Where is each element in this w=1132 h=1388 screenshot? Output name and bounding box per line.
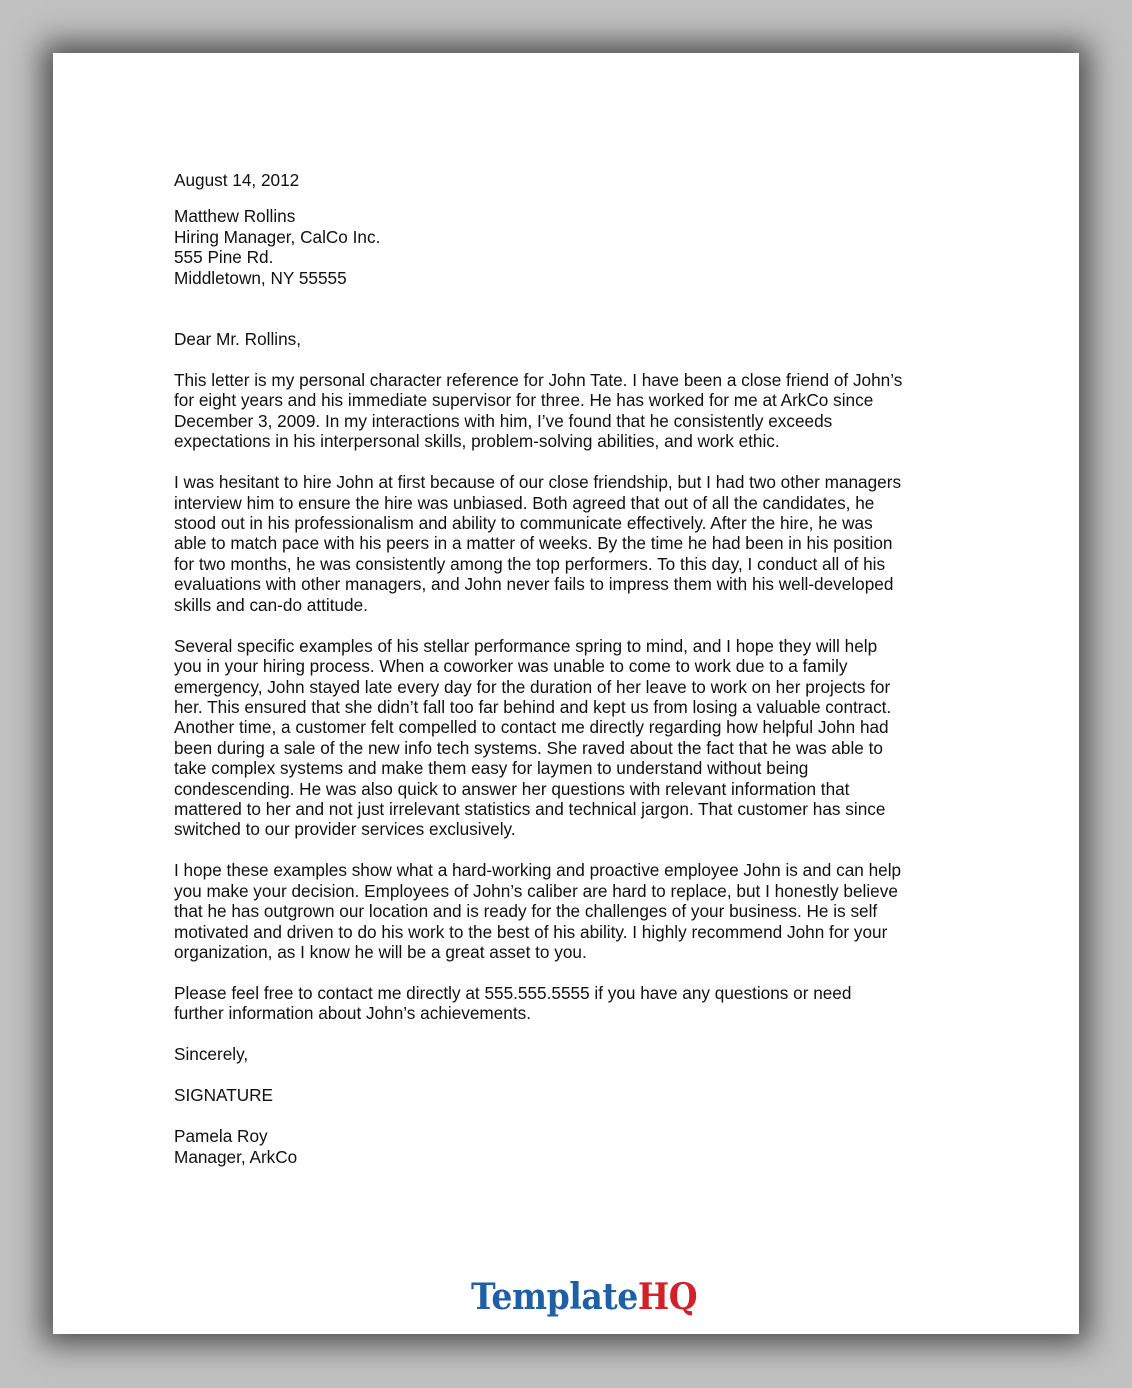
paragraph-line: interview him to ensure the hire was unbiased. Both agreed that out of all the candidates, he [174, 492, 875, 513]
closing-text: Sincerely, [174, 1044, 249, 1065]
paragraph-line: I hope these examples show what a hard-working and proactive employee John is and can help [174, 860, 902, 881]
paragraph-line: been during a sale of the new info tech systems. She raved about the fact that he was able to [174, 737, 883, 758]
paragraph-line: organization, as I know he will be a great asset to you. [174, 941, 587, 962]
letter-body [174, 170, 974, 1167]
recipient-street: 555 Pine Rd. [174, 247, 274, 268]
paragraph-line: condescending. He was also quick to answer her questions with relevant information that [174, 778, 850, 799]
paragraph-line: switched to our provider services exclusively. [174, 819, 516, 840]
sender-block [174, 1126, 974, 1167]
paragraph-5 [174, 983, 974, 1024]
paragraph-line: for two months, he was consistently among the top performers. To this day, I conduct all of his [174, 553, 886, 574]
paragraph-line: I was hesitant to hire John at first because of our close friendship, but I had two other managers [174, 472, 902, 493]
paragraph-line: further information about John’s achievements. [174, 1003, 532, 1024]
logo-text-hq: HQ [637, 1276, 698, 1318]
date-text: August 14, 2012 [174, 170, 300, 190]
logo-text-template: Template [471, 1276, 638, 1318]
paragraph-line: Several specific examples of his stellar performance spring to mind, and I hope they will help [174, 635, 878, 656]
recipient-title: Hiring Manager, CalCo Inc. [174, 226, 381, 247]
letter-date [174, 170, 974, 190]
paragraph-line: able to match pace with his peers in a matter of weeks. By the time he had been in his position [174, 533, 893, 554]
paragraph-line: expectations in his interpersonal skills, problem-solving abilities, and work ethic. [174, 431, 780, 452]
paragraph-line: evaluations with other managers, and John never fails to impress them with his well-developed [174, 574, 894, 595]
paragraph-3 [174, 636, 974, 840]
paragraph-line: you in your hiring process. When a coworker was unable to come to work due to a family [174, 656, 848, 677]
paragraph-line: December 3, 2009. In my interactions with him, I’ve found that he consistently exceeds [174, 410, 833, 431]
letter-page [53, 53, 1079, 1334]
paragraph-line: her. This ensured that she didn’t fall too far behind and kept us from losing a valuable contract. [174, 696, 892, 717]
paragraph-line: stood out in his professionalism and ability to communicate effectively. After the hire, he was [174, 513, 873, 534]
paragraph-line: Another time, a customer felt compelled to contact me directly regarding how helpful John had [174, 717, 889, 738]
sender-title: Manager, ArkCo [174, 1146, 298, 1167]
recipient-name: Matthew Rollins [174, 206, 296, 227]
salutation [174, 329, 974, 349]
paragraph-line: motivated and driven to do his work to the best of his ability. I highly recommend John for your [174, 921, 888, 942]
paragraph-line: that he has outgrown our location and is ready for the challenges of your business. He is self [174, 901, 878, 922]
recipient-address [174, 206, 974, 288]
paragraph-2 [174, 472, 974, 615]
paragraph-1 [174, 370, 974, 452]
paragraph-line: This letter is my personal character reference for John Tate. I have been a close friend of John’s [174, 370, 903, 391]
paragraph-line: take complex systems and make them easy for laymen to understand without being [174, 758, 809, 779]
paragraph-line: emergency, John stayed late every day for the duration of her leave to work on her projects for [174, 676, 891, 697]
salutation-text: Dear Mr. Rollins, [174, 329, 302, 350]
recipient-city: Middletown, NY 55555 [174, 267, 347, 288]
signature [174, 1085, 974, 1105]
paragraph-line: for eight years and his immediate supervisor for three. He has worked for me at ArkCo since [174, 390, 874, 411]
templatehq-logo [471, 1277, 697, 1317]
sender-name: Pamela Roy [174, 1126, 268, 1147]
paragraph-line: Please feel free to contact me directly at 555.555.5555 if you have any questions or need [174, 982, 852, 1003]
paragraph-line: mattered to her and not just irrelevant statistics and technical jargon. That customer has since [174, 798, 886, 819]
paragraph-line: skills and can-do attitude. [174, 594, 368, 615]
paragraph-4 [174, 860, 974, 962]
signature-text: SIGNATURE [174, 1085, 273, 1106]
paragraph-line: you make your decision. Employees of John’s caliber are hard to replace, but I honestly believe [174, 880, 898, 901]
closing [174, 1044, 974, 1064]
